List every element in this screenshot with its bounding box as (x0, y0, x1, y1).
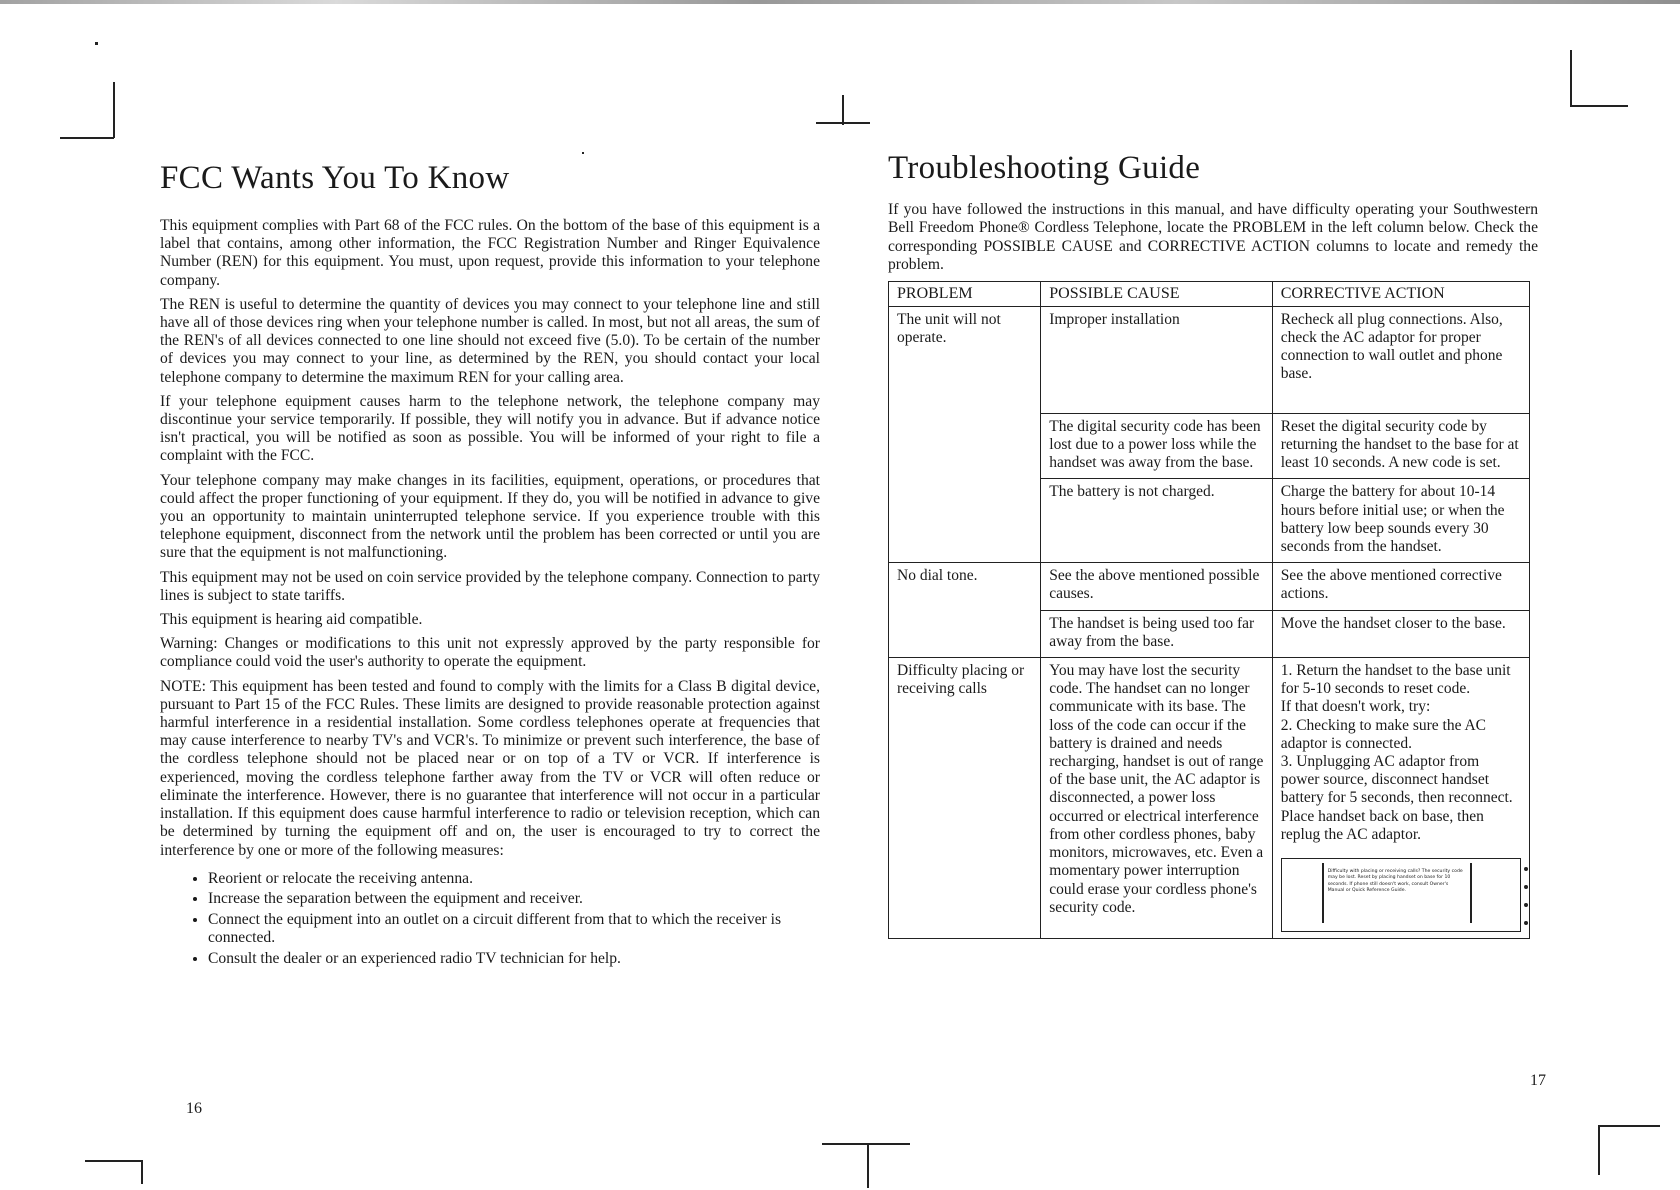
note-paragraph: NOTE: This equipment has been tested and found to comply with the limits for a Class B digital device, pursuant to Part 15 of the FCC Rules. These limits are designed to provide reasonable protection against harmful interference in a residential installation. Some cordless telephones operate at frequencies that may cause interference to nearby TV's and VCR's. To minimize or prevent such interference, the base of the cordless telephone should not be placed near or on top of a TV or VCR. If interference is experienced, moving the cordless telephone farther away from the TV or VCR will often reduce or eliminate the interference. However, there is no guarantee that interference will not occur in a particular installation. If this equipment does cause harmful interference to radio or television reception, which can be determined by turning the equipment off and on, the user is encouraged to try to correct the interference by one or more of the following measures: (160, 677, 820, 859)
cause-cell: The digital security code has been lost due to a power loss while the handset was away from the base. (1041, 413, 1272, 479)
list-item: • Connect the equipment into an outlet on a circuit different from that to which the receiver is connected. (208, 911, 820, 948)
table-row (889, 306, 1530, 413)
registration-mark (867, 1143, 869, 1188)
action-cell: Reset the digital security code by returning the handset to the base for at least 10 seconds. A new code is set. (1272, 413, 1529, 479)
problem-cell: Difficulty placing or receiving calls (889, 658, 1041, 939)
column-header: CORRECTIVE ACTION (1272, 281, 1529, 306)
cause-cell: The battery is not charged. (1041, 479, 1272, 563)
crop-mark (141, 1160, 143, 1184)
fcc-paragraph: This equipment is hearing aid compatible. (160, 611, 423, 629)
crop-mark (1598, 1125, 1660, 1127)
list-item: • Reorient or relocate the receiving antenna. (208, 870, 820, 889)
action-cell: See the above mentioned corrective actions. (1272, 563, 1529, 610)
action-step: 2. Checking to make sure the AC adaptor is connected. (1280, 716, 1487, 752)
reference-card-text: Difficulty with placing or receiving calls? The security code may be lost. Reset by placing handset on base for 10 seconds. If phone still doesn't work, consult Owner's Manual or Quick Reference Guide. (1322, 863, 1472, 923)
action-step: 1. Return the handset to the base unit for 5-10 seconds to reset code. (1280, 662, 1511, 698)
action-cell: Recheck all plug connections. Also, check the AC adaptor for proper connection to wall outlet and phone base. (1272, 306, 1529, 413)
problem-cell: No dial tone. (889, 563, 1041, 658)
cause-cell: You may have lost the security code. The handset can no longer communicate with its base. The loss of the code can occur if the battery is drained and needs recharging, handset is out of range of the base unit, the AC adaptor is disconnected, a power loss occurred or electrical interference from other cordless phones, baby monitors, microwaves, etc. Even a momentary power interruption could erase your cordless phone's security code. (1041, 658, 1272, 939)
crop-mark (113, 82, 115, 138)
list-item: • Consult the dealer or an experienced radio TV technician for help. (208, 950, 820, 969)
reference-card-illustration (1281, 858, 1521, 932)
column-header: PROBLEM (889, 281, 1041, 306)
card-dot (1524, 903, 1528, 907)
page-number: 16 (186, 1100, 202, 1117)
crop-mark (85, 1160, 143, 1162)
problem-cell: The unit will not operate. (889, 306, 1041, 562)
scan-top-edge (0, 0, 1680, 4)
fcc-paragraph: This equipment may not be used on coin service provided by the telephone company. Connection to party lines is subject to state tariffs. (160, 568, 820, 604)
crop-mark (95, 42, 98, 45)
action-cell: Charge the battery for about 10-14 hours before initial use; or when the battery low beep sounds every 30 seconds from the handset. (1272, 479, 1529, 563)
fcc-paragraph: The REN is useful to determine the quantity of devices you may connect to your telephone line and still have all of those devices ring when your telephone number is called. In most, but not all areas, the sum of the REN's of all devices connected to one line should not exceed five (5.0). To be certain of the number of devices you may connect to your line, as determined by the REN, you should contact your local telephone company to determine the maximum REN for your calling area. (160, 295, 820, 386)
fcc-paragraph: If your telephone equipment causes harm to the telephone network, the telephone company may discontinue your service temporarily. If possible, they will notify you in advance. But if advance notice isn't practical, you will be notified as soon as possible. You will be informed of your right to file a complaint with the FCC. (160, 392, 820, 465)
crop-mark (1570, 105, 1628, 107)
table-header-row (889, 281, 1530, 306)
page-title: Troubleshooting Guide (888, 150, 1201, 186)
fcc-paragraph: Your telephone company may make changes in its facilities, equipment, operations, or procedures that could affect the proper functioning of your equipment. If they do, you will be notified in advance to give you an opportunity to maintain uninterrupted telephone service. If you experience trouble with this telephone equipment, disconnect from the network until the problem has been corrected or until you are sure that the equipment is not malfunctioning. (160, 471, 820, 562)
troubleshooting-page (888, 150, 1538, 939)
action-step: If that doesn't work, try: (1280, 698, 1431, 716)
card-dot (1524, 867, 1528, 871)
registration-mark (842, 95, 844, 125)
page-title: FCC Wants You To Know (160, 160, 510, 196)
cause-cell: Improper installation (1041, 306, 1272, 413)
card-dot (1524, 921, 1528, 925)
action-step: 3. Unplugging AC adaptor from power source, disconnect handset battery for 5 seconds, then reconnect. Place handset back on base, then replug the AC adaptor. (1280, 753, 1513, 843)
table-row (889, 658, 1530, 939)
registration-mark (822, 1143, 910, 1145)
page-number: 17 (1530, 1072, 1546, 1089)
fcc-paragraph: This equipment complies with Part 68 of the FCC rules. On the bottom of the base of this equipment is a label that contains, among other information, the FCC Registration Number and Ringer Equivalence Number (REN) for this equipment. You must, upon request, provide this information to your telephone company. (160, 217, 820, 289)
troubleshooting-table (888, 281, 1530, 939)
column-header: POSSIBLE CAUSE (1041, 281, 1272, 306)
action-cell (1272, 658, 1529, 939)
stray-dot (582, 152, 584, 154)
registration-mark (816, 122, 870, 124)
crop-mark (1598, 1125, 1600, 1175)
cause-cell: See the above mentioned possible causes. (1041, 563, 1272, 610)
list-item: • Increase the separation between the equipment and receiver. (208, 890, 820, 909)
fcc-page (160, 160, 820, 970)
crop-mark (60, 137, 114, 139)
table-row (889, 563, 1530, 610)
crop-mark (1570, 50, 1572, 106)
intro-paragraph: If you have followed the instructions in this manual, and have difficulty operating your Southwestern Bell Freedom Phone® Cordless Telephone, locate the PROBLEM in the left column below. Check the corresponding POSSIBLE CAUSE and CORRECTIVE ACTION columns to locate and remedy the problem. (888, 201, 1538, 274)
cause-cell: The handset is being used too far away from the base. (1041, 610, 1272, 657)
warning-paragraph: Warning: Changes or modifications to this unit not expressly approved by the party responsible for compliance could void the user's authority to operate the equipment. (160, 635, 820, 671)
action-cell: Move the handset closer to the base. (1272, 610, 1529, 657)
measures-list (160, 870, 820, 969)
card-dot (1524, 885, 1528, 889)
